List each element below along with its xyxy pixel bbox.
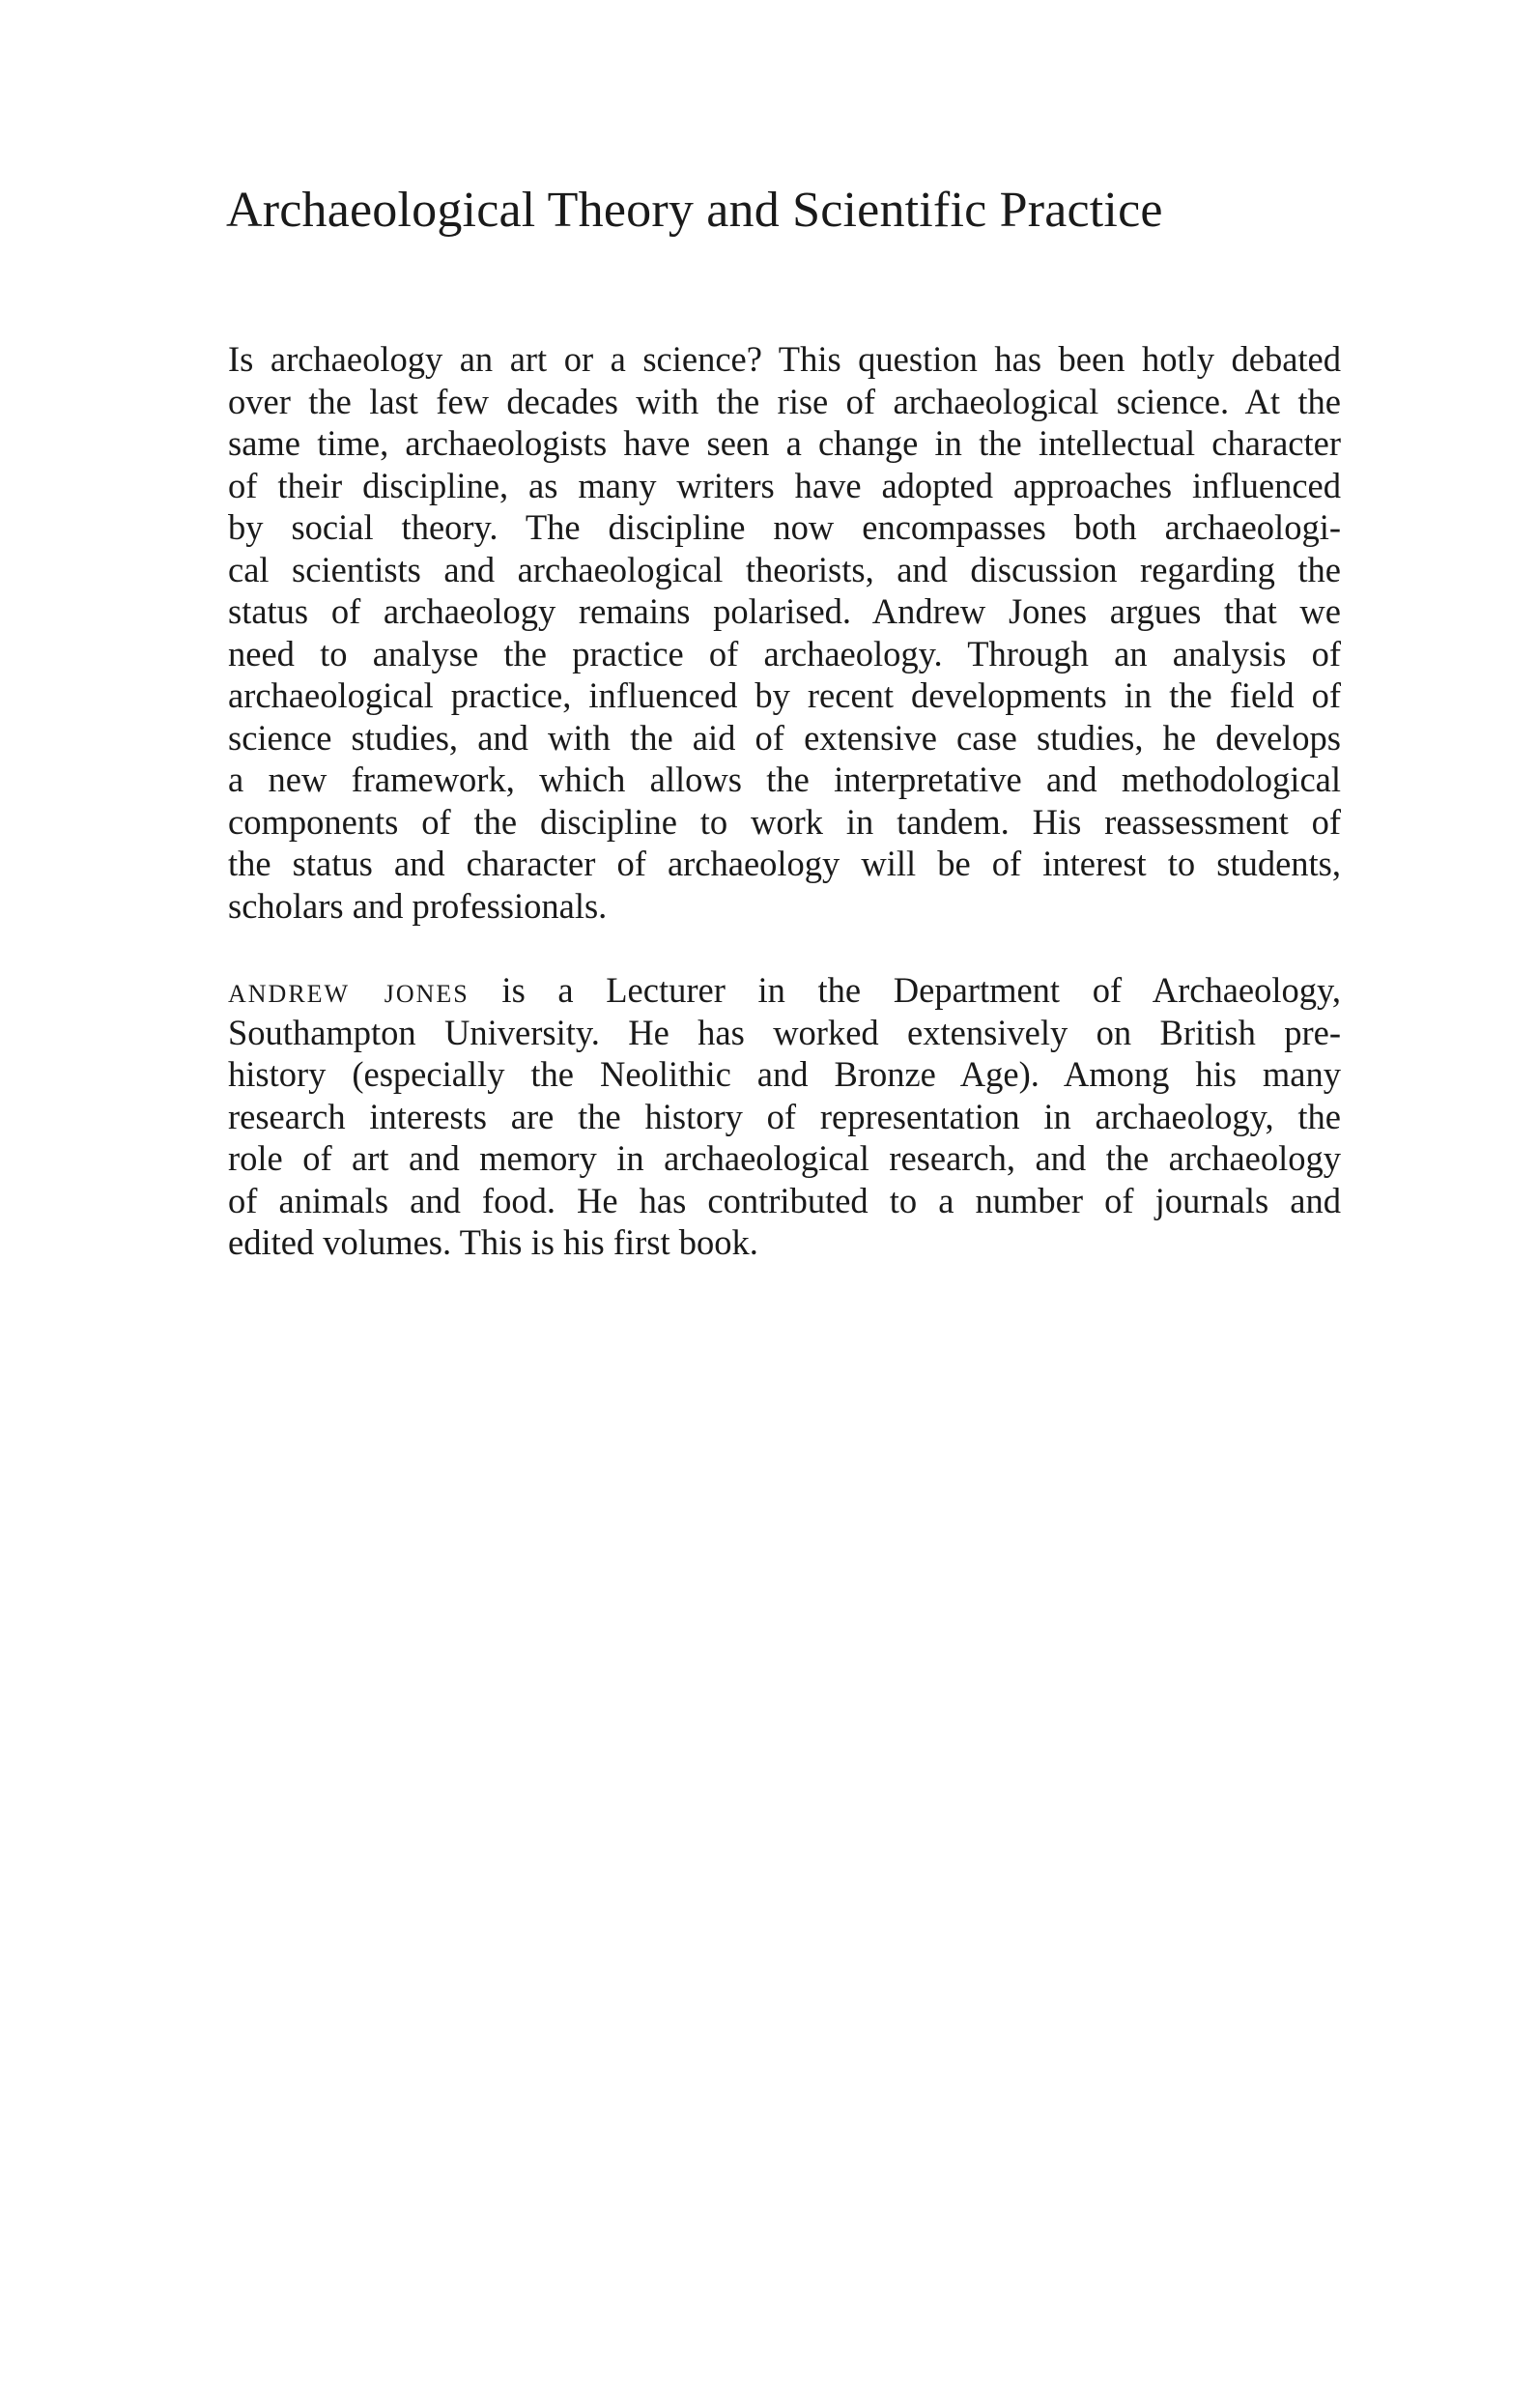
description-line: need to analyse the practice of archaeology. Through an analysis of — [228, 633, 1341, 674]
description-line: status of archaeology remains polarised. Andrew Jones argues that we — [228, 591, 1341, 631]
bio-line-rest: is a Lecturer in the Department of Archaeology, — [501, 970, 1342, 1010]
book-title: Archaeological Theory and Scientific Practice — [226, 183, 1163, 238]
bio-line: research interests are the history of representation in archaeology, the — [228, 1096, 1341, 1136]
bio-line: edited volumes. This is his first book. — [228, 1222, 758, 1262]
bio-first-line — [228, 969, 1341, 1012]
description-line: over the last few decades with the rise of archaeological science. At the — [228, 381, 1341, 421]
bio-line: of animals and food. He has contributed to a number of journals and — [228, 1180, 1341, 1220]
bio-line: Southampton University. He has worked extensively on British pre- — [228, 1012, 1341, 1052]
description-line: the status and character of archaeology will be of interest to students, — [228, 844, 1341, 883]
description-line: cal scientists and archaeological theorists, and discussion regarding the — [228, 549, 1341, 589]
description-line: science studies, and with the aid of extensive case studies, he develops — [228, 717, 1341, 758]
description-line: components of the discipline to work in tandem. His reassessment of — [228, 801, 1341, 842]
description-line: Is archaeology an art or a science? This question has been hotly debated — [228, 339, 1341, 379]
description-line: same time, archaeologists have seen a change in the intellectual character — [228, 423, 1341, 463]
author-biography — [228, 969, 1341, 1264]
description-line: scholars and professionals. — [228, 885, 608, 926]
book-description — [228, 338, 1341, 927]
description-line: archaeological practice, influenced by recent developments in the field of — [228, 675, 1341, 715]
bio-line: role of art and memory in archaeological research, and the archaeology — [228, 1138, 1341, 1178]
description-line: by social theory. The discipline now encompasses both archaeologi- — [228, 507, 1341, 547]
bio-line: history (especially the Neolithic and Bronze Age). Among his many — [228, 1054, 1341, 1094]
description-line: of their discipline, as many writers have adopted approaches influenced — [228, 465, 1341, 505]
author-name: andrew jones — [228, 970, 470, 1010]
description-line: a new framework, which allows the interpretative and methodological — [228, 760, 1341, 799]
